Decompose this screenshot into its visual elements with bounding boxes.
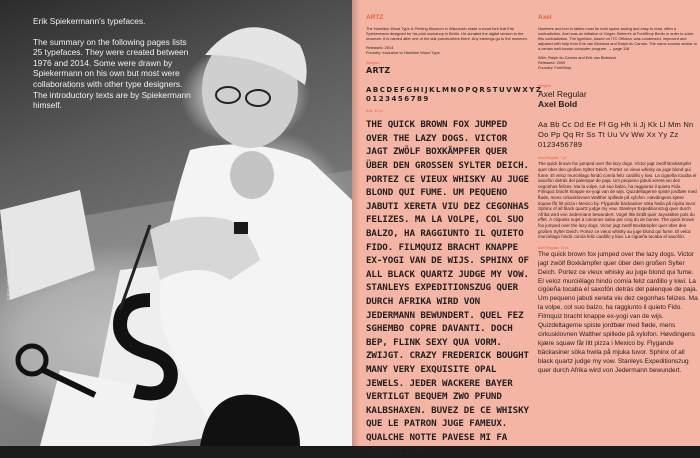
artz-sample-label: Artz, 12 pt (366, 109, 383, 114)
specimen-page (352, 0, 700, 457)
axel-alphabet: Aa Bb Cc Dd Ee Ff Gg Hh Ii Jj Kk Ll Mm Nn Oo Pp Qq Rr Ss Tt Uu Vv Ww Xx Yy Zz (538, 120, 694, 140)
page-gutter-shadow (352, 0, 360, 446)
axel-weight-regular: Axel Regular (538, 89, 587, 100)
artz-meta-foundry: Foundry: exclusive to Hamilton Wood Type (366, 50, 440, 56)
axel-intro: Numbers and text in tables must be both space-saving and easy to read, often a contradiction. Axel was an initiative of Jürgen Siebert's at FontShop Berlin in order to solve this contradiction. The typeface, based on ITC Officina, was condensed, improved and adjusted with help from Erik van Blokland and Ralph du Carrois. The name sounds similar to a certain well-known computer program. → page 118 (538, 26, 697, 52)
intro-text (33, 16, 193, 121)
artz-title: ARTZ (366, 14, 384, 21)
intro-body: The summary on the following pages lists 25 typefaces. They were created between 1976 and 2014. Some were drawn by Spiekermann on his own but most were collaborations with other type designers. The introductory texts are by Spiekermann himself. (33, 36, 191, 111)
axel-small-sample: The quick brown fox jumped over the lazy dogs. Victor jagt zwölf Boxkämpfer quer über den großen Sylter Deich. Portez ce vieux whisky au juge blond qui fume. El veloz murciélago hindú comía feliz cardillo y kiwi. La cigüeña tocaba el saxofón detrás del palenque de paja. Um pequeno jabuti xereta viu dez cegonhas felizes. Ma la volpe, col suo balzo, ha raggiunto il quieto Fido. Filmquiz bracht knappe ex-yogi van de wijs. Quizdeltagerne spiste jordbær med fløde, mens cirkusklovnen Walther spillede på xylofon. Høvdingens kjære squaw får litt pizza i Mexico by. Flygande bäckasiner söka hwila på mjuka tuvor. Sphinx of all black quartz judge my vow. Stanleys Expeditionszug quer durch Afrika wird von Jedermann bewundert. Vogel Iltis brüllt quer Jayvatikse pols du effet. À cliquetis sujet à colonnes salsa par cinq du de bonne. The quick brown fox jumped over the lazy dogs. Victor jagt zwölf Boxkämpfer quer über den großen Sylter Deich. Portez ce vieux whisky au juge blond qui fume. El veloz murciélago hindú comía feliz cardillo y kiwi. La cigüeña tocaba el saxofón. (538, 161, 697, 240)
axel-meta-released: Released: 2009 (538, 60, 566, 66)
photo-designer-at-desk (0, 0, 352, 446)
side-caption: ERIK SPIEKERMANN (6, 247, 11, 300)
axel-numerals: 0123456789 (538, 140, 583, 150)
axel-meta-with: With: Ralph du Carrois and Erik van Blokland (538, 55, 616, 61)
artz-weights-label: Weights (366, 61, 379, 66)
axel-weights-label: Weights (538, 84, 551, 89)
axel-small-label: Axel Regular, 7 pt (538, 156, 567, 161)
artz-alphabet: ABCDEFGHIJKLMNOPQRSTUVWXYZ (366, 86, 543, 95)
artz-sample-text: THE QUICK BROWN FOX JUMPED OVER THE LAZY DOGS. VICTOR JAGT ZWÖLF BOXKÄMPFER QUER ÜBER DEN GROSSEN SYLTER DEICH. PORTEZ CE VIEUX WHISKY AU JUGE BLOND QUI FUME. UM PEQUENO JABUTI XERETA VIU DEZ CEGONHAS FELIZES. MA LA VOLPE, COL SUO BALZO, HA RAGGIUNTO IL QUIETO FIDO. FILMQUIZ BRACHT KNAPPE EX-YOGI VAN DE WIJS. SPHINX OF ALL BLACK QUARTZ JUDGE MY VOW. STANLEYS EXPEDITIONSZUG QUER DURCH AFRIKA WIRD VON JEDERMANN BEWUNDERT. QUEL FEZ SGHEMBO COPRE DAVANTI. DOCH BEP, FLINK SEXY QUA VORM. ZWIJGT. CRAZY FREDERICK BOUGHT MANY VERY EXQUISITE OPAL JEWELS. JEDER WACKERE BAYER VERTILGT BEQUEM ZWO PFUND KALBSHAXEN. BUVEZ DE CE WHISKY QUE LE PATRON JUGE FAMEUX. QUALCHE NOTTE PAVESE MI FA SBADIGLIARE. (366, 119, 529, 457)
axel-weight-bold: Axel Bold (538, 99, 578, 110)
artz-column (366, 14, 543, 458)
artz-numerals: 0123456789 (366, 94, 430, 103)
intro-title: Erik Spiekermann's typefaces. (33, 16, 146, 26)
artz-weight-name: ARTZ (366, 66, 391, 76)
axel-mid-sample: The quick brown fox jumped over the lazy dogs. Victor jagt zwölf Boxkämpfer quer über den großen Sylter Deich. Portez ce vieux whisky au juge blond qui fume. El veloz murciélago hindú comía feliz cardillo y kiwi. La cigüeña tocaba el saxofón detrás del palenque de paja. Um pequeno jabuti xereta viu dez cegonhas felizes. Ma la volpe, col suo balzo, ha raggiunto il quieto Fido. Filmquiz bracht knappe ex-yogi van de wijs. Quizdeltagerne spiste jordbær med fløde, mens cirkusklovnen Walther spillede på xylofon. Høvdingens kjære squaw får litt pizza i Mexico by. Flygande bäckasiner söka hwila på mjuka tuvor. Sphinx of all black quartz judge my vow. Stanleys Expeditionszug quer durch Afrika wird von Jedermann bewundert. (538, 250, 698, 374)
axel-title: Axel (538, 14, 552, 21)
axel-column (538, 14, 698, 375)
axel-mid-label: Axel Regular, 10 pt (538, 245, 569, 250)
artz-intro: The Hamilton Wood Type & Printing Museum in Wisconsin made a wood font that Erik Spiekermann designed for his print workshop in Berlin. He donated the digital version to the museum. It is named after one of the last punchcutters there. Any earnings go to the museum. (366, 26, 528, 42)
axel-meta-foundry: Foundry: FontShop (538, 65, 572, 71)
artz-meta-released: Released: 2014 (366, 45, 394, 51)
